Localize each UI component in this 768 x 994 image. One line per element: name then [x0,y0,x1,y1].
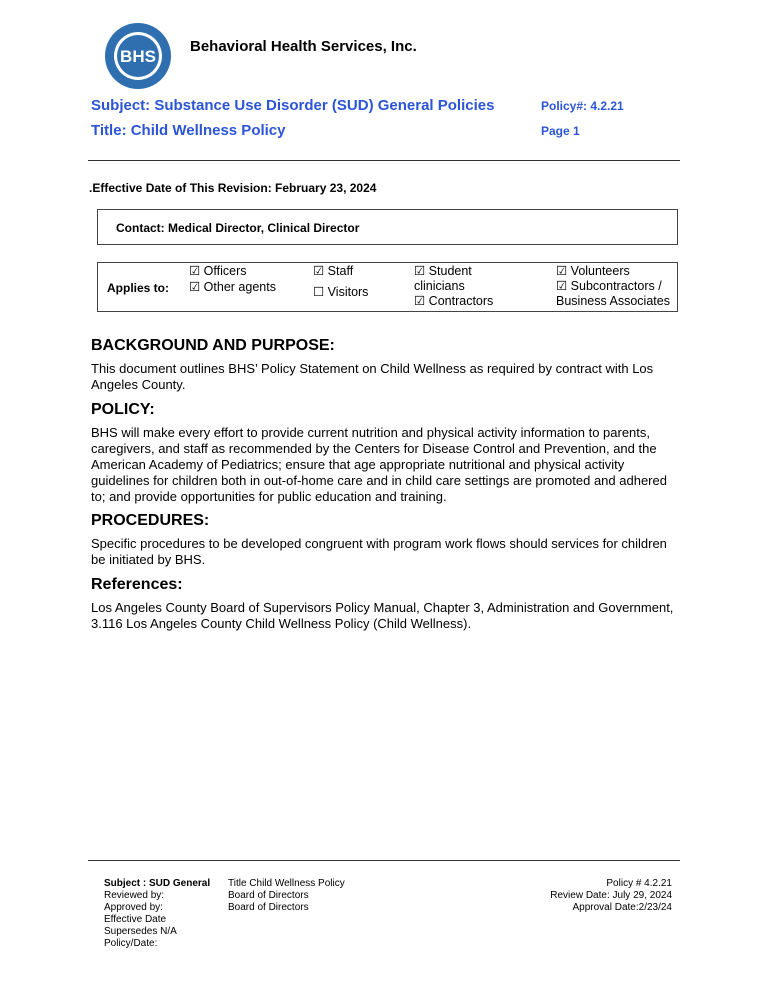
checkbox-student: ☑ Student [414,264,472,278]
title-line: Title: Child Wellness Policy [91,122,286,139]
footer-left [104,878,210,950]
checkbox-contractors: ☑ Contractors [414,294,494,308]
effective-date: .Effective Date of This Revision: February 23, 2024 [89,181,377,195]
footer-reviewer: Board of Directors [228,890,309,901]
procedures-heading: PROCEDURES: [91,512,210,529]
checkbox-staff: ☑ Staff [313,264,354,278]
footer-approved-by: Approved by: [104,902,163,913]
checkbox-visitors: ☐ Visitors [313,285,369,299]
contact-text: Contact: Medical Director, Clinical Director [116,221,360,235]
subject-line: Subject: Substance Use Disorder (SUD) General Policies [91,97,495,114]
business-associates-label: Business Associates [556,294,670,308]
footer-review-date: Review Date: July 29, 2024 [550,890,672,901]
background-text: This document outlines BHS’ Policy Statement on Child Wellness as required by contract with Los Angeles County. [91,361,654,392]
policy-text: BHS will make every effort to provide current nutrition and physical activity information to parents, caregivers, and staff as recommended by the Centers for Disease Control and Prevention, and the American Academy of Pediatrics; ensure that age appropriate nutritional and physical activity guidelines for children both in out-of-home care and in child care settings are promoted and adhered to; and provide opportunities for public education and training. [91,425,667,504]
student-clinicians-label: clinicians [414,279,465,293]
footer-policy-date: Policy/Date: [104,938,158,949]
company-name: Behavioral Health Services, Inc. [190,38,417,55]
applies-to-label: Applies to: [107,281,169,295]
logo-text: BHS [120,47,156,66]
procedures-text: Specific procedures to be developed congruent with program work flows should services for children be initiated by BHS. [91,536,667,567]
policy-heading: POLICY: [91,401,155,418]
background-heading: BACKGROUND AND PURPOSE: [91,337,335,354]
footer-subject: Subject : SUD General [104,878,211,889]
page-number: Page 1 [541,124,580,138]
footer-divider [88,860,680,861]
references-heading: References: [91,576,183,593]
checkbox-officers: ☑ Officers [189,264,247,278]
footer-approver: Board of Directors [228,902,309,913]
policy-number: Policy#: 4.2.21 [541,99,624,113]
footer-reviewed-by: Reviewed by: [104,890,165,901]
footer-middle [228,878,345,914]
footer-policy-number: Policy # 4.2.21 [606,878,672,889]
footer-supersedes: Supersedes N/A [104,926,177,937]
header-divider [88,160,680,161]
checkbox-subcontractors: ☑ Subcontractors / [556,279,662,293]
footer-effective-date: Effective Date [104,914,167,925]
bhs-logo [104,22,172,90]
footer-right [550,878,672,914]
footer-title: Title Child Wellness Policy [228,878,345,889]
footer-approval-date: Approval Date:2/23/24 [572,902,672,913]
checkbox-other-agents: ☑ Other agents [189,280,276,294]
references-text: Los Angeles County Board of Supervisors Policy Manual, Chapter 3, Administration and Government, 3.116 Los Angeles County Child Wellness Policy (Child Wellness). [91,600,674,631]
checkbox-volunteers: ☑ Volunteers [556,264,630,278]
